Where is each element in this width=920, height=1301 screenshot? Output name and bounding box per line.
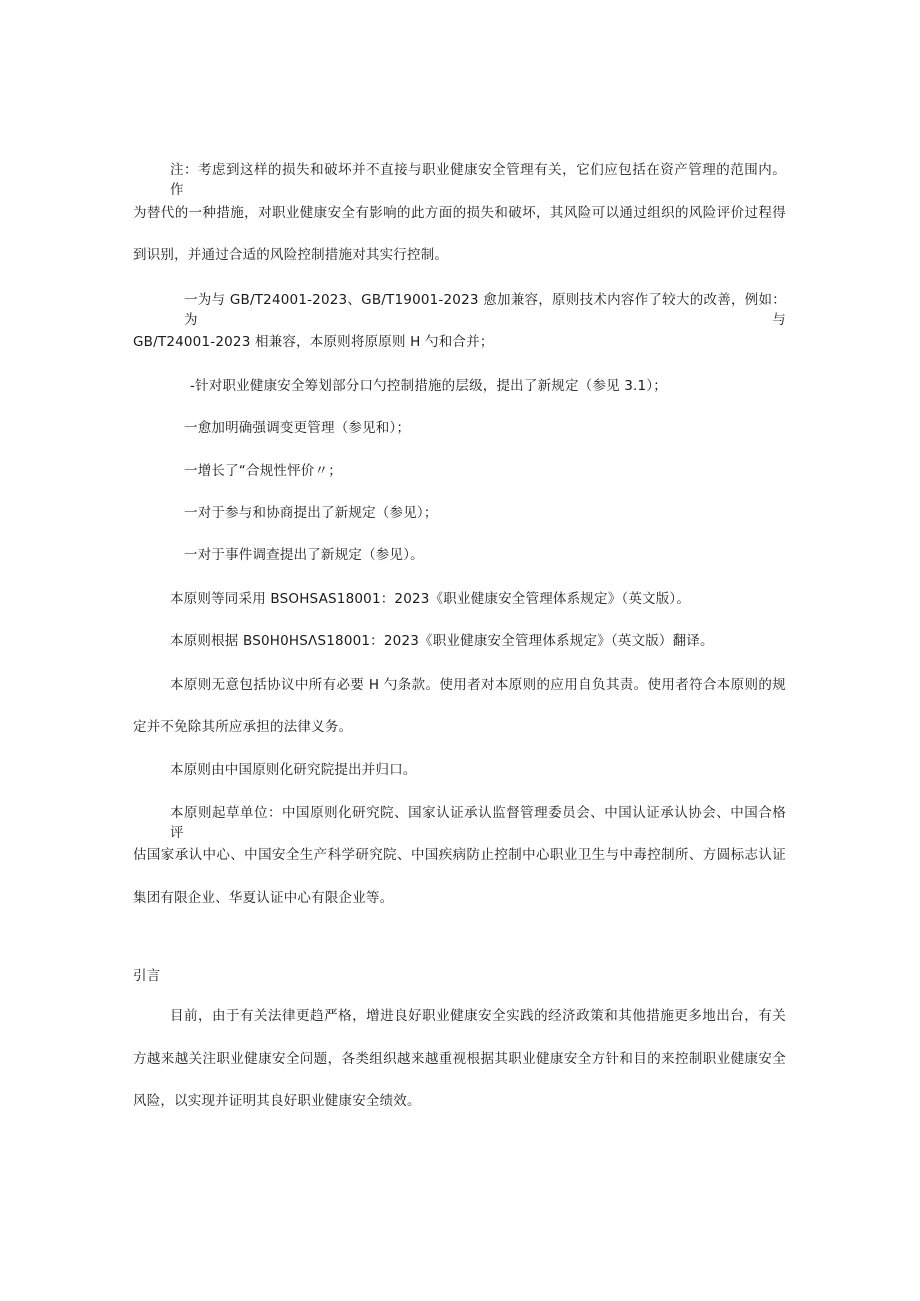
compat-line-2: GB/T24001-2023 相兼容，本原则将原原则 H 勺和合并； (133, 334, 494, 350)
list-item: -针对职业健康安全筹划部分口勺控制措施的层级，提出了新规定（参见 3.1）； (190, 378, 667, 394)
note-line-1: 注：考虑到这样的损失和破坏并不直接与职业健康安全管理有关，它们应包括在资产管理的范围内。作 (170, 162, 786, 198)
drafters-line-3: 集团有限企业、华夏认证中心有限企业等。 (133, 890, 394, 906)
list-item: 一愈加明确强调变更管理（参见和）； (184, 420, 411, 436)
drafters-line-2: 估国家承认中心、中国安全生产科学研究院、中国疾病防止控制中心职业卫生与中毒控制所、方圆标志认证 (133, 847, 786, 863)
adoption-line: 本原则等同采用 BSOHSAS18001：2023《职业健康安全管理体系规定》（英文版）。 (170, 591, 691, 607)
note-line-3: 到识别，并通过合适的风险控制措施对其实行控制。 (133, 247, 449, 263)
intro-line-3: 风险，以实现并证明其良好职业健康安全绩效。 (133, 1093, 421, 1109)
intro-line-2: 方越来越关注职业健康安全问题，各类组织越来越重视根据其职业健康安全方针和目的来控制职业健康安全 (133, 1051, 786, 1067)
list-item: 一对于参与和协商提出了新规定（参见）； (184, 505, 438, 521)
translation-line: 本原则根据 BS0H0HSΛS18001：2023《职业健康安全管理体系规定》（英文版）翻译。 (170, 633, 714, 649)
disclaimer-line-2: 定并不免除其所应承担的法律义务。 (133, 719, 353, 735)
list-item: 一对于事件调查提出了新规定（参见）。 (184, 547, 424, 563)
intro-line-1: 目前，由于有关法律更趋严格，增进良好职业健康安全实践的经济政策和其他措施更多地出台，有关 (170, 1008, 786, 1024)
list-item: 一增长了“合规性怦价〃； (184, 463, 342, 479)
intro-heading: 引言 (133, 968, 161, 984)
proposer-line: 本原则由中国原则化研究院提出并归口。 (170, 762, 417, 778)
drafters-line-1: 本原则起草单位：中国原则化研究院、国家认证承认监督管理委员会、中国认证承认协会、中国合格评 (170, 805, 786, 841)
compat-line-1: 一为与 GB/T24001-2023、GB/T19001-2023 愈加兼容，原则技术内容作了较大的改善，例如：为与 (184, 292, 786, 328)
note-line-2: 为替代的一种措施，对职业健康安全有影响的此方面的损失和破坏，其风险可以通过组织的风险评价过程得 (133, 205, 786, 221)
disclaimer-line-1: 本原则无意包括协议中所有必要 H 勺条款。使用者对本原则的应用自负其责。使用者符合本原则的规 (170, 677, 786, 693)
